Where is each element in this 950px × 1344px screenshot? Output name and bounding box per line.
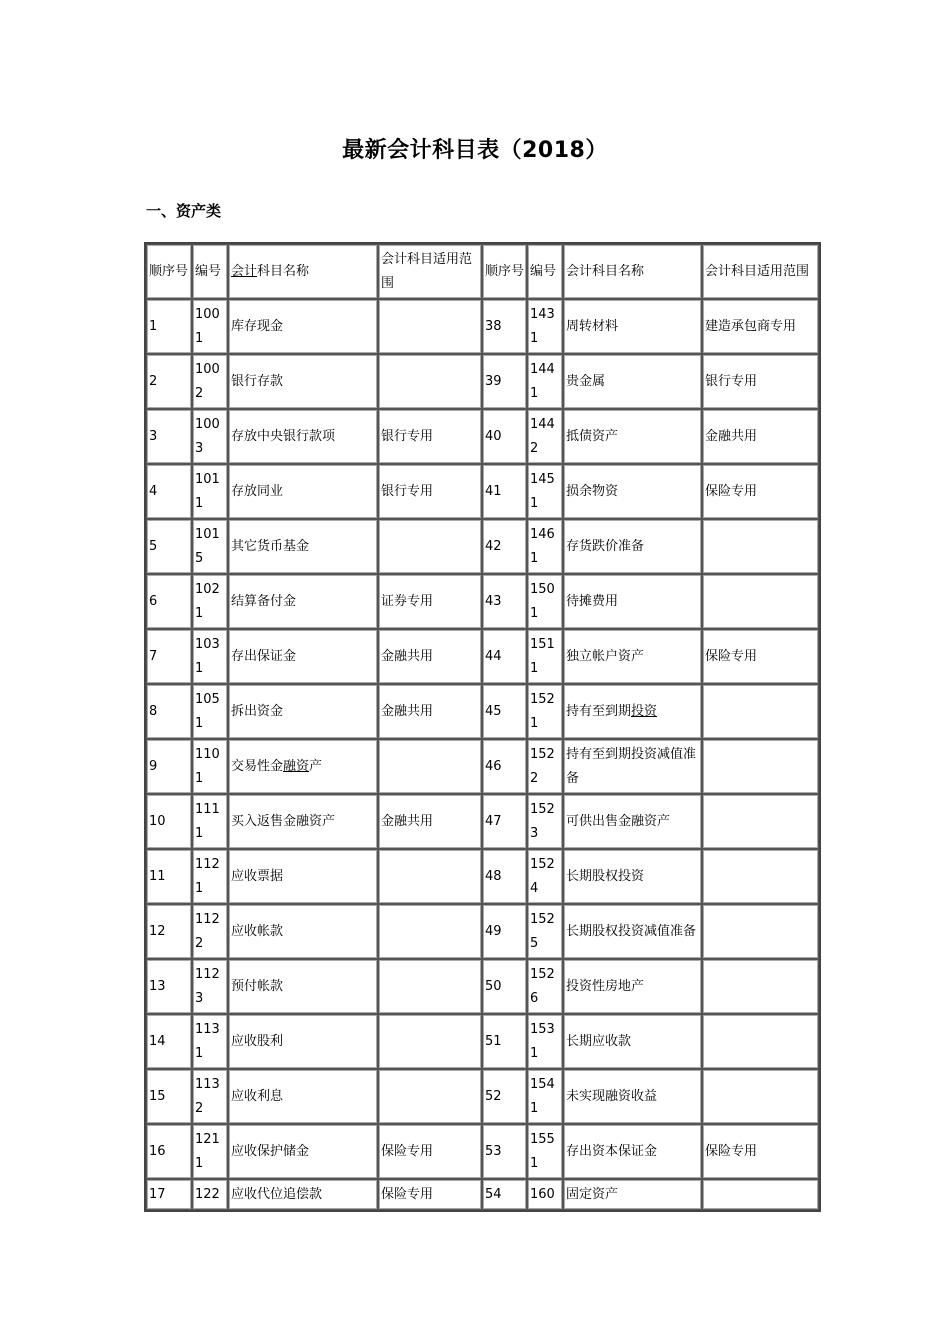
scope-cell-2 [702, 1069, 819, 1124]
code-cell-2: 1431 [527, 299, 563, 354]
table-row [146, 794, 819, 849]
scope-cell-2: 保险专用 [702, 629, 819, 684]
name-cell-2: 周转材料 [563, 299, 702, 354]
name-cell-2-link[interactable]: 投资 [631, 703, 658, 719]
name-cell-2: 持有至到期投资减值准备 [563, 739, 702, 794]
table-row [146, 409, 819, 464]
code-cell-2: 1523 [527, 794, 563, 849]
header-code: 编号 [192, 244, 228, 299]
scope-cell-2 [702, 849, 819, 904]
table-row [146, 739, 819, 794]
seq-cell: 17 [146, 1179, 192, 1210]
name-cell: 预付帐款 [228, 959, 378, 1014]
seq-cell: 9 [146, 739, 192, 794]
seq-cell: 6 [146, 574, 192, 629]
seq-cell-2: 48 [482, 849, 527, 904]
name-cell: 银行存款 [228, 354, 378, 409]
name-cell-text: 交易性金 [231, 758, 284, 774]
table-row [146, 299, 819, 354]
name-cell-2: 存货跌价准备 [563, 519, 702, 574]
table-row [146, 1179, 819, 1210]
scope-cell-2 [702, 959, 819, 1014]
header-name [228, 244, 378, 299]
name-cell: 买入返售金融资产 [228, 794, 378, 849]
name-cell: 应收利息 [228, 1069, 378, 1124]
code-cell-2: 1451 [527, 464, 563, 519]
name-cell [228, 739, 378, 794]
seq-cell: 3 [146, 409, 192, 464]
scope-cell [378, 354, 482, 409]
seq-cell: 2 [146, 354, 192, 409]
name-cell: 结算备付金 [228, 574, 378, 629]
name-cell-2: 损余物资 [563, 464, 702, 519]
seq-cell-2: 51 [482, 1014, 527, 1069]
seq-cell-2: 45 [482, 684, 527, 739]
scope-cell-2 [702, 574, 819, 629]
name-cell: 应收股利 [228, 1014, 378, 1069]
name-cell: 存出保证金 [228, 629, 378, 684]
scope-cell-2: 保险专用 [702, 1124, 819, 1179]
table-row [146, 904, 819, 959]
document-title: 最新会计科目表（2018） [342, 138, 608, 163]
code-cell: 1021 [192, 574, 228, 629]
name-cell-2: 未实现融资收益 [563, 1069, 702, 1124]
seq-cell-2: 44 [482, 629, 527, 684]
code-cell-2: 1525 [527, 904, 563, 959]
seq-cell: 7 [146, 629, 192, 684]
scope-cell-2 [702, 739, 819, 794]
seq-cell-2: 46 [482, 739, 527, 794]
name-cell-text-end: 产 [309, 758, 323, 774]
code-cell-2: 160 [527, 1179, 563, 1210]
seq-cell: 16 [146, 1124, 192, 1179]
table-row [146, 629, 819, 684]
scope-cell [378, 299, 482, 354]
scope-cell: 金融共用 [378, 629, 482, 684]
code-cell: 1211 [192, 1124, 228, 1179]
code-cell: 1051 [192, 684, 228, 739]
seq-cell-2: 47 [482, 794, 527, 849]
scope-cell: 保险专用 [378, 1124, 482, 1179]
account-table [144, 242, 821, 1212]
code-cell-2: 1511 [527, 629, 563, 684]
seq-cell-2: 52 [482, 1069, 527, 1124]
seq-cell-2: 54 [482, 1179, 527, 1210]
name-cell-link[interactable]: 融资 [283, 758, 310, 774]
header-seq: 顺序号 [146, 244, 192, 299]
section-heading: 一、资产类 [146, 202, 222, 220]
code-cell-2: 1461 [527, 519, 563, 574]
name-cell: 库存现金 [228, 299, 378, 354]
scope-cell-2 [702, 904, 819, 959]
code-cell: 1031 [192, 629, 228, 684]
seq-cell: 5 [146, 519, 192, 574]
scope-cell: 金融共用 [378, 684, 482, 739]
code-cell-2: 1524 [527, 849, 563, 904]
scope-cell-2 [702, 684, 819, 739]
scope-cell-2: 金融共用 [702, 409, 819, 464]
seq-cell: 4 [146, 464, 192, 519]
table-row [146, 1124, 819, 1179]
table-row [146, 849, 819, 904]
seq-cell: 8 [146, 684, 192, 739]
seq-cell: 12 [146, 904, 192, 959]
table-row [146, 574, 819, 629]
table-row [146, 1069, 819, 1124]
scope-cell [378, 739, 482, 794]
name-cell-2: 待摊费用 [563, 574, 702, 629]
name-cell-2: 投资性房地产 [563, 959, 702, 1014]
header-name-2: 会计科目名称 [563, 244, 702, 299]
seq-cell-2: 49 [482, 904, 527, 959]
code-cell: 1001 [192, 299, 228, 354]
scope-cell: 保险专用 [378, 1179, 482, 1210]
name-cell-2-text: 持有至到期 [566, 703, 632, 719]
seq-cell-2: 41 [482, 464, 527, 519]
table-row [146, 354, 819, 409]
name-cell-2: 贵金属 [563, 354, 702, 409]
scope-cell: 证券专用 [378, 574, 482, 629]
seq-cell-2: 40 [482, 409, 527, 464]
seq-cell-2: 42 [482, 519, 527, 574]
code-cell: 1015 [192, 519, 228, 574]
scope-cell [378, 1014, 482, 1069]
name-cell: 存放中央银行款项 [228, 409, 378, 464]
code-cell-2: 1551 [527, 1124, 563, 1179]
scope-cell-2 [702, 1014, 819, 1069]
scope-cell [378, 904, 482, 959]
scope-cell [378, 959, 482, 1014]
table-header-row [146, 244, 819, 299]
name-cell: 应收保护储金 [228, 1124, 378, 1179]
header-seq-2: 顺序号 [482, 244, 527, 299]
code-cell: 1131 [192, 1014, 228, 1069]
table-row [146, 1014, 819, 1069]
name-cell-2: 独立帐户资产 [563, 629, 702, 684]
code-cell-2: 1501 [527, 574, 563, 629]
code-cell: 1002 [192, 354, 228, 409]
code-cell-2: 1522 [527, 739, 563, 794]
seq-cell-2: 43 [482, 574, 527, 629]
table-row [146, 464, 819, 519]
scope-cell-2: 银行专用 [702, 354, 819, 409]
code-cell: 1122 [192, 904, 228, 959]
name-cell-2: 可供出售金融资产 [563, 794, 702, 849]
name-cell: 应收帐款 [228, 904, 378, 959]
scope-cell-2: 建造承包商专用 [702, 299, 819, 354]
code-cell: 1011 [192, 464, 228, 519]
code-cell-2: 1441 [527, 354, 563, 409]
seq-cell: 15 [146, 1069, 192, 1124]
code-cell: 1111 [192, 794, 228, 849]
header-scope-2: 会计科目适用范围 [702, 244, 819, 299]
name-cell: 应收票据 [228, 849, 378, 904]
table-row [146, 519, 819, 574]
name-cell-2 [563, 684, 702, 739]
code-cell: 1101 [192, 739, 228, 794]
seq-cell: 14 [146, 1014, 192, 1069]
scope-cell-2 [702, 794, 819, 849]
code-cell-2: 1442 [527, 409, 563, 464]
seq-cell-2: 38 [482, 299, 527, 354]
name-cell: 拆出资金 [228, 684, 378, 739]
scope-cell [378, 849, 482, 904]
seq-cell: 10 [146, 794, 192, 849]
name-cell-2: 存出资本保证金 [563, 1124, 702, 1179]
seq-cell: 13 [146, 959, 192, 1014]
header-name-link[interactable]: 会计 [231, 263, 258, 279]
code-cell: 1132 [192, 1069, 228, 1124]
scope-cell-2 [702, 519, 819, 574]
scope-cell: 银行专用 [378, 464, 482, 519]
name-cell-2: 长期应收款 [563, 1014, 702, 1069]
table-row [146, 684, 819, 739]
code-cell: 1121 [192, 849, 228, 904]
name-cell: 存放同业 [228, 464, 378, 519]
header-scope: 会计科目适用范围 [378, 244, 482, 299]
name-cell-2: 抵债资产 [563, 409, 702, 464]
seq-cell: 11 [146, 849, 192, 904]
scope-cell-2: 保险专用 [702, 464, 819, 519]
name-cell: 其它货币基金 [228, 519, 378, 574]
scope-cell: 金融共用 [378, 794, 482, 849]
code-cell-2: 1531 [527, 1014, 563, 1069]
name-cell-2: 长期股权投资减值准备 [563, 904, 702, 959]
header-name-rest: 科目名称 [257, 263, 310, 279]
name-cell-2: 长期股权投资 [563, 849, 702, 904]
code-cell: 1123 [192, 959, 228, 1014]
code-cell-2: 1526 [527, 959, 563, 1014]
seq-cell-2: 50 [482, 959, 527, 1014]
code-cell-2: 1521 [527, 684, 563, 739]
scope-cell: 银行专用 [378, 409, 482, 464]
scope-cell [378, 519, 482, 574]
code-cell-2: 1541 [527, 1069, 563, 1124]
code-cell: 1003 [192, 409, 228, 464]
scope-cell [378, 1069, 482, 1124]
name-cell: 应收代位追偿款 [228, 1179, 378, 1210]
table-row [146, 959, 819, 1014]
scope-cell-2 [702, 1179, 819, 1210]
seq-cell: 1 [146, 299, 192, 354]
code-cell: 122 [192, 1179, 228, 1210]
name-cell-2: 固定资产 [563, 1179, 702, 1210]
header-code-2: 编号 [527, 244, 563, 299]
seq-cell-2: 53 [482, 1124, 527, 1179]
seq-cell-2: 39 [482, 354, 527, 409]
